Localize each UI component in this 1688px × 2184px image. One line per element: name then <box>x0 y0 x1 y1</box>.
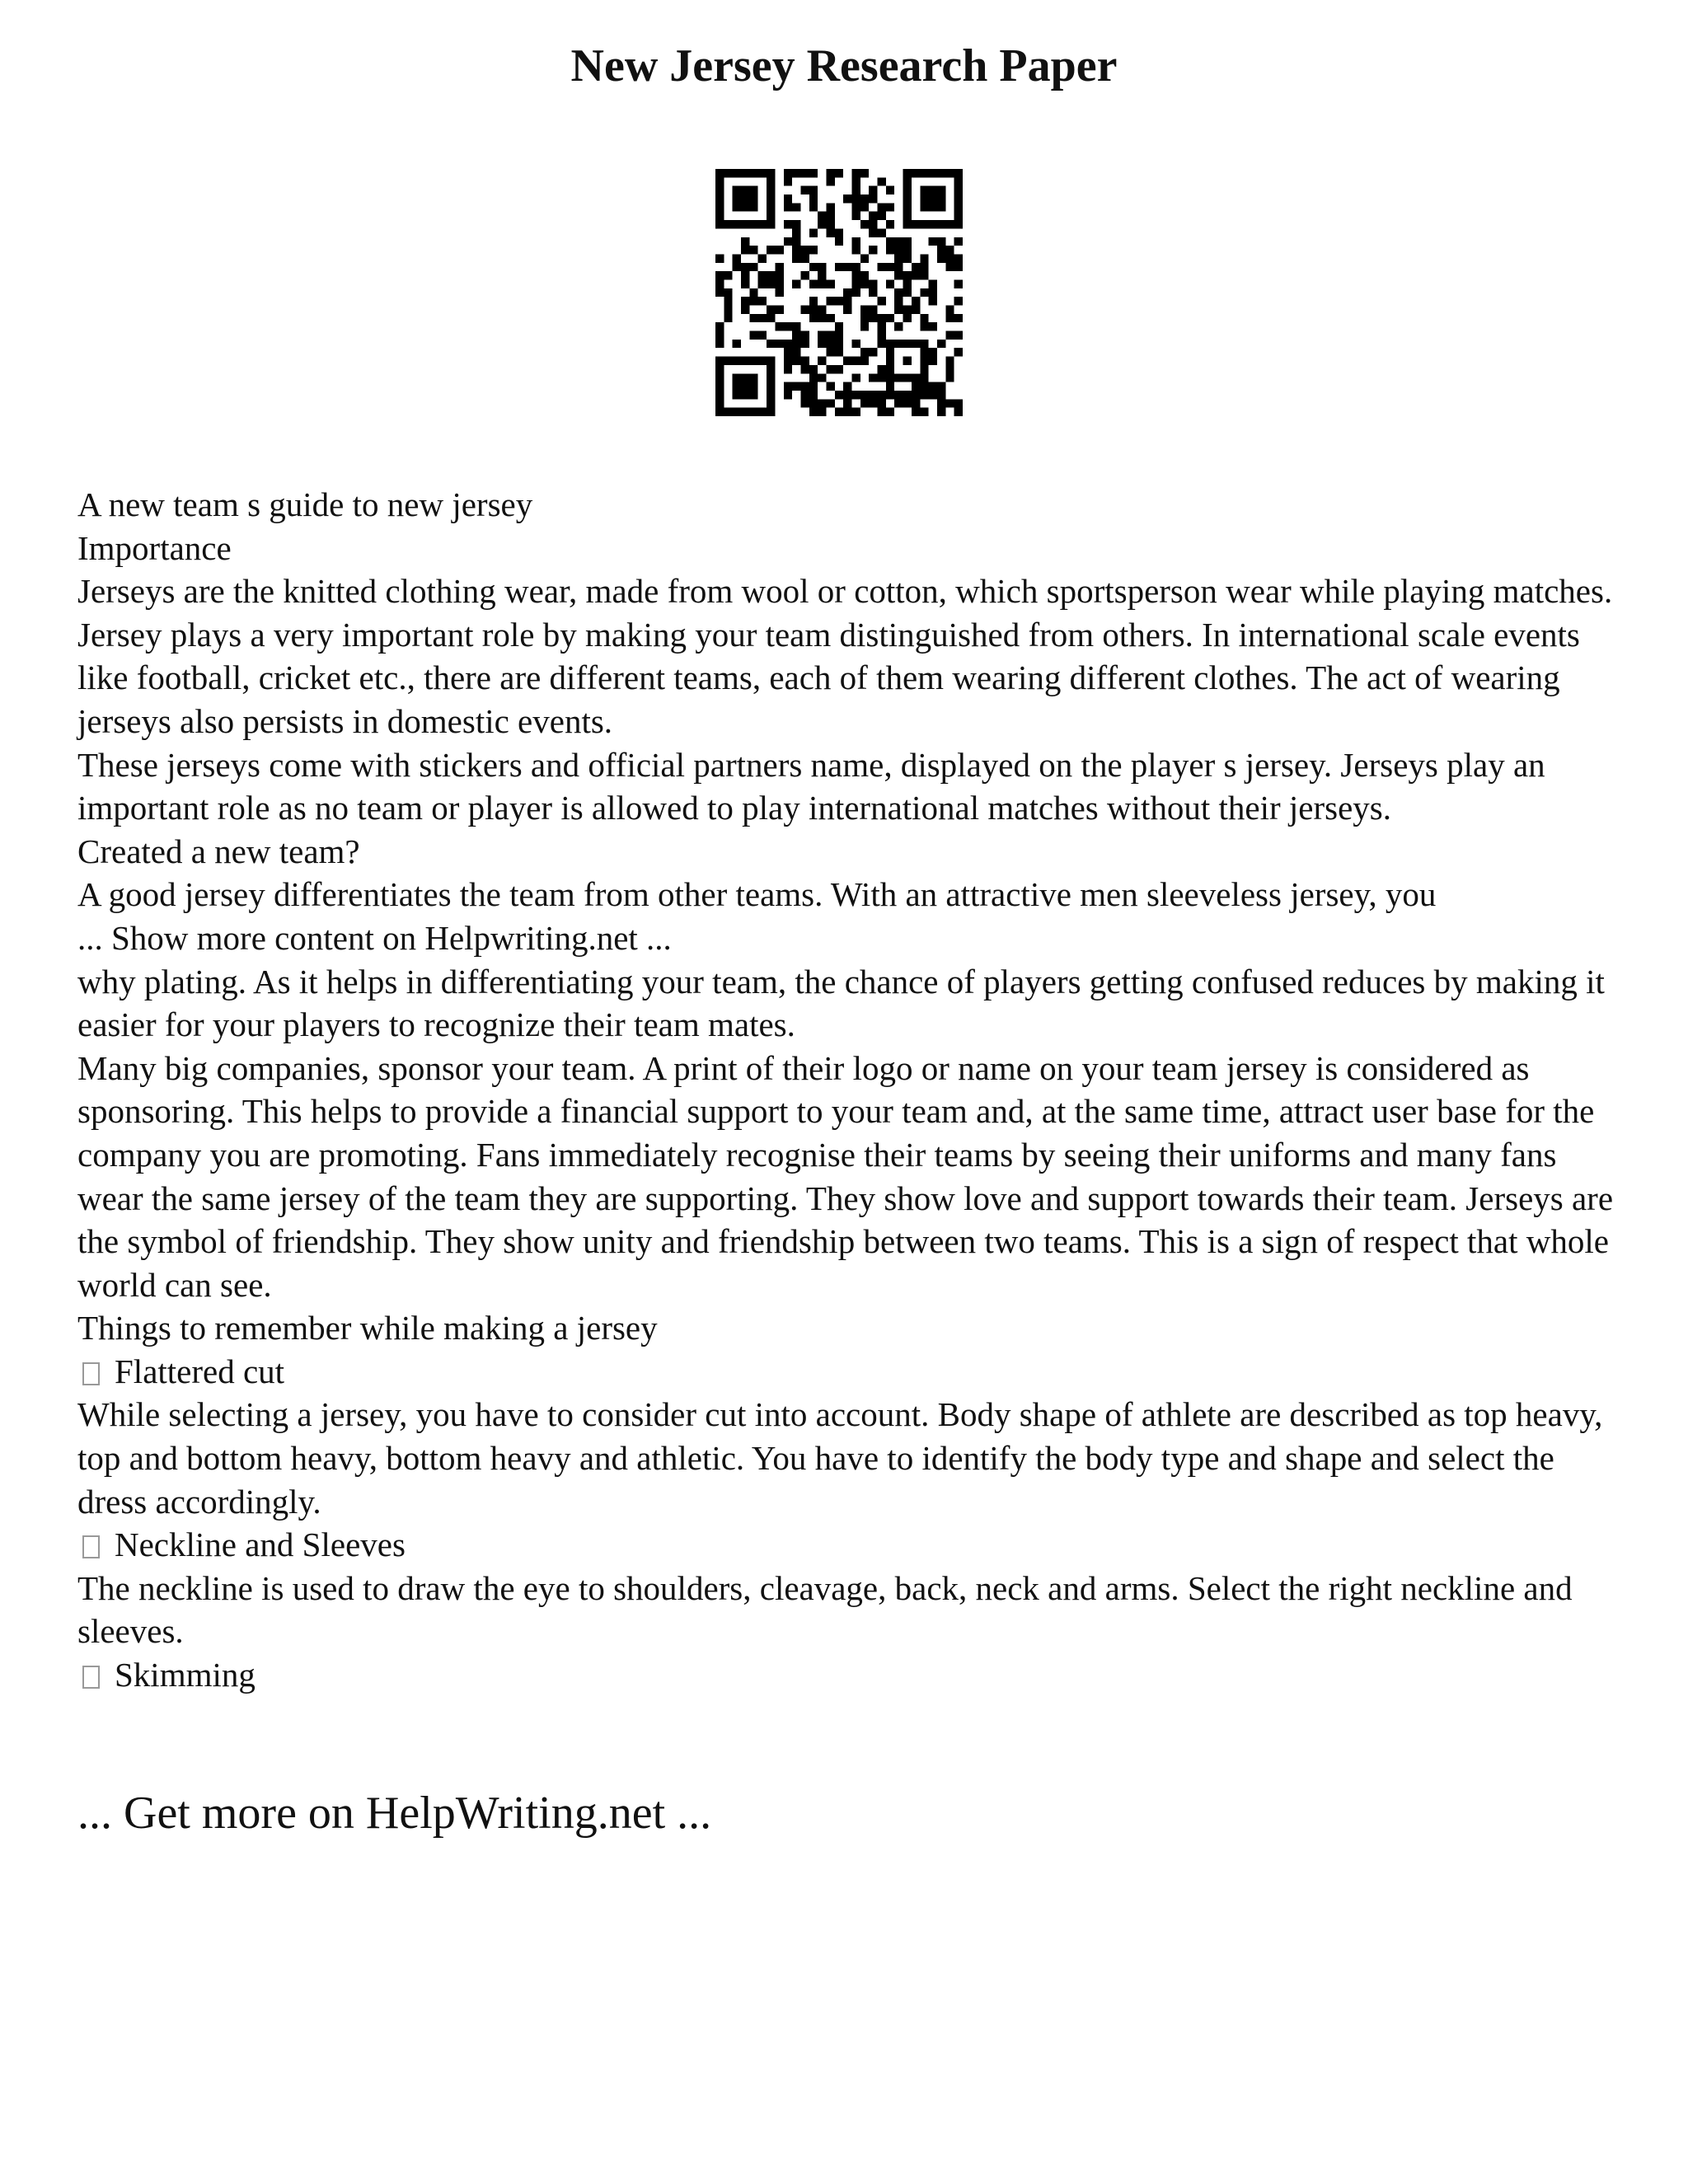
document-body <box>77 483 1627 1697</box>
qr-code-icon <box>715 169 963 416</box>
bullet-label: Flattered cut <box>115 1352 285 1390</box>
paragraph: A good jersey differentiates the team from other teams. With an attractive men sleeveless jersey, you <box>77 875 1437 914</box>
bullet-box-icon <box>82 1535 100 1558</box>
bullet-item <box>77 1350 1627 1394</box>
footer-link-text: ... Get more on HelpWriting.net ... <box>77 1788 712 1839</box>
bullet-label: Skimming <box>115 1656 256 1694</box>
show-more-notice: ... Show more content on Helpwriting.net ... <box>77 918 672 957</box>
paragraph: While selecting a jersey, you have to consider cut into account. Body shape of athlete are described as top heavy, top and bottom heavy, bottom heavy and athletic. You have to identify the body type and shape and select the dress accordingly. <box>77 1395 1603 1521</box>
heading-things-to-remember: Things to remember while making a jersey <box>77 1309 658 1347</box>
bullet-item <box>77 1653 1627 1697</box>
paragraph: Jerseys are the knitted clothing wear, made from wool or cotton, which sportsperson wear while playing matches. Jersey plays a very important role by making your team distinguished from others. In international scale events like football, cricket etc., there are different teams, each of them wearing different clothes. The act of wearing jerseys also persists in domestic events. <box>77 572 1613 740</box>
heading-new-team: Created a new team? <box>77 832 360 870</box>
paragraph: These jerseys come with stickers and official partners name, displayed on the player s jersey. Jerseys play an important role as no team or player is allowed to play international matches without their jerseys. <box>77 745 1545 827</box>
bullet-box-icon <box>82 1666 100 1689</box>
paragraph: Many big companies, sponsor your team. A print of their logo or name on your team jersey is considered as sponsoring. This helps to provide a financial support to your team and, at the same time, attract user base for the company you are promoting. Fans immediately recognise their teams by seeing their uniforms and many fans wear the same jersey of the team they are supporting. They show love and support towards their team. Jerseys are the symbol of friendship. They show unity and friendship between two teams. This is a sign of respect that whole world can see. <box>77 1048 1614 1304</box>
subtitle: A new team s guide to new jersey <box>77 485 533 523</box>
heading-importance: Importance <box>77 528 232 567</box>
page-title: New Jersey Research Paper <box>570 40 1118 91</box>
bullet-label: Neckline and Sleeves <box>115 1526 406 1564</box>
paragraph: The neckline is used to draw the eye to shoulders, cleavage, back, neck and arms. Select the right neckline and sleeves. <box>77 1568 1573 1651</box>
bullet-item <box>77 1523 1627 1567</box>
bullet-box-icon <box>82 1362 100 1385</box>
paragraph: why plating. As it helps in differentiating your team, the chance of players getting confused reduces by making it easier for your players to recognize their team mates. <box>77 962 1605 1044</box>
